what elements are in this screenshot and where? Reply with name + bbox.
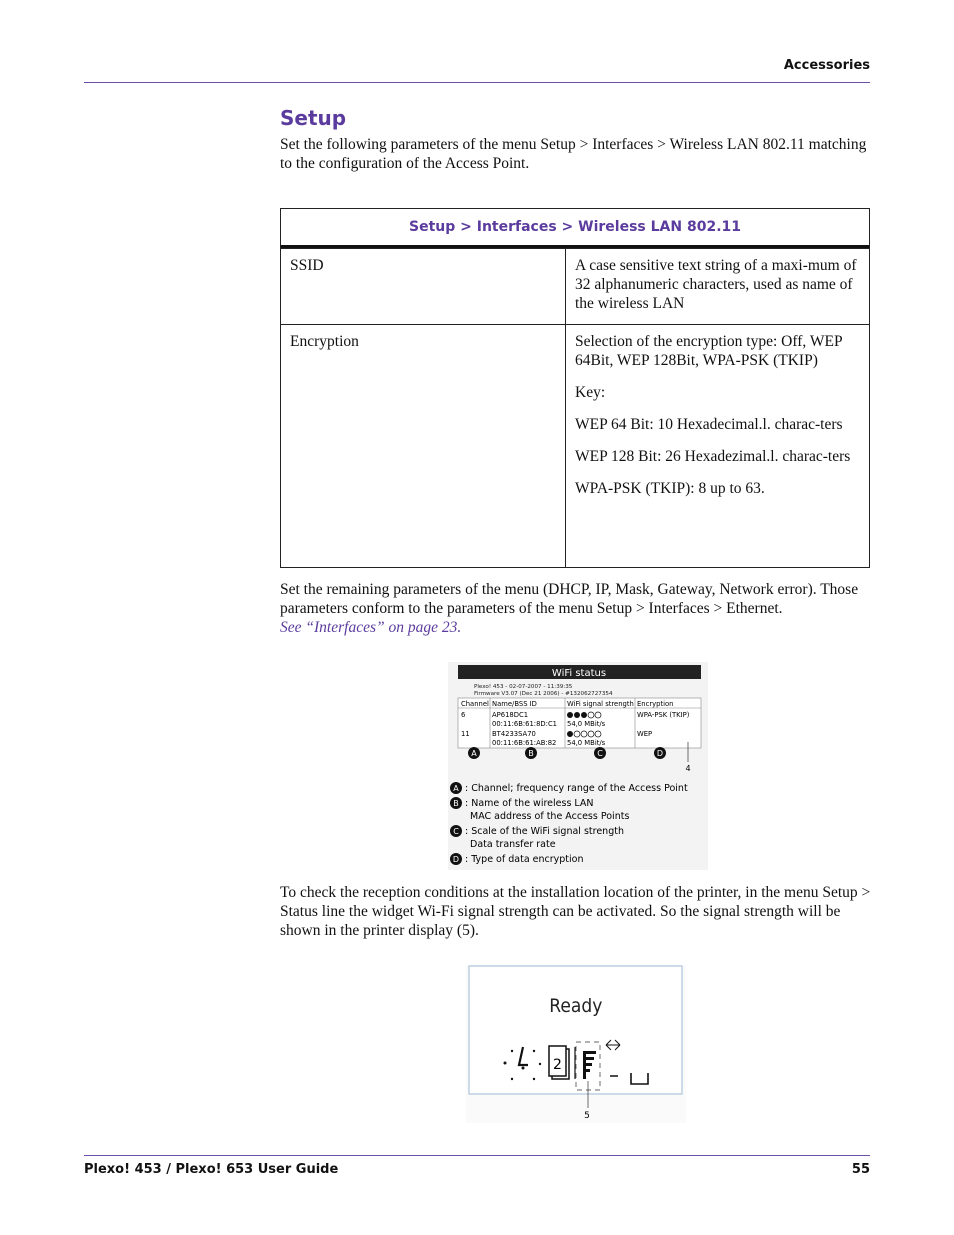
intro-paragraph: Set the following parameters of the menu Setup > Interfaces > Wireless LAN 802.11 matching to the configuration of the Access Point.: [280, 136, 867, 172]
table-row: [281, 248, 869, 324]
wifi-col-signal: WiFi signal strength: [567, 700, 634, 708]
svg-text:D: D: [452, 855, 460, 864]
interfaces-link[interactable]: See “Interfaces” on page 23.: [280, 619, 462, 636]
desc-text: WEP 64 Bit: 10 Hexadecimal.l. charac-ters: [575, 416, 843, 433]
printer-display-figure: [466, 965, 686, 1123]
wifi-status-figure: [448, 662, 708, 870]
desc-text: Key:: [575, 384, 606, 401]
svg-text:: Type of data encryption: : Type of data encryption: [465, 854, 584, 865]
page-counter-icon: [549, 1046, 569, 1079]
wifi-col-encryption: Encryption: [637, 700, 674, 708]
wifi-row1-rate: 54,0 MBit/s: [567, 720, 606, 728]
svg-text:C: C: [597, 749, 603, 758]
svg-text:A: A: [453, 784, 459, 793]
parameter-table: [280, 208, 870, 568]
remaining-params-text: Set the remaining parameters of the menu (DHCP, IP, Mask, Gateway, Network error). Those parameters conform to the parameters of the menu Setup > Interfaces > Ethernet.: [280, 581, 859, 617]
svg-text:B: B: [453, 799, 459, 808]
svg-text:: Name of the wireless LAN: : Name of the wireless LAN: [465, 798, 594, 809]
desc-cell: [566, 325, 869, 567]
wifi-row1-name: AP618DC1: [492, 711, 529, 719]
svg-text:2: 2: [553, 1057, 562, 1073]
wifi-row2-channel: 11: [461, 730, 470, 738]
svg-text:A: A: [471, 749, 477, 758]
wifi-col-name: Name/BSS ID: [492, 700, 537, 708]
svg-text:D: D: [656, 749, 664, 758]
svg-text:: Channel; frequency range of: : Channel; frequency range of the Access Point: [465, 783, 688, 794]
header-rule: [84, 82, 870, 83]
desc-cell: [566, 249, 869, 324]
desc-text: A case sensitive text string of a maxi-mum of 32 alphanumeric characters, used as name of the wireless LAN: [575, 257, 857, 312]
desc-text: Selection of the encryption type: Off, WEP 64Bit, WEP 128Bit, WPA-PSK (TKIP): [575, 333, 843, 369]
marker-a: [468, 747, 480, 759]
wifi-title: WiFi status: [551, 668, 607, 679]
wifi-row2-name: BT4233SA70: [492, 730, 536, 738]
svg-text:: Scale of the WiFi signal str: : Scale of the WiFi signal strength: [465, 826, 624, 837]
callout-5: 5: [584, 1111, 590, 1121]
svg-text:MAC address of the Access Poin: MAC address of the Access Points: [470, 811, 630, 822]
wifi-info-2: Firmware V3.07 (Dec 21 2006) - #132062727354: [474, 691, 613, 697]
marker-d: [654, 747, 666, 759]
table-heading: Setup > Interfaces > Wireless LAN 802.11: [281, 209, 869, 248]
footer-guide-title: Plexo! 453 / Plexo! 653 User Guide: [84, 1162, 339, 1177]
wifi-row1-channel: 6: [461, 711, 466, 719]
page-number: 55: [851, 1162, 870, 1177]
table-row: [281, 324, 869, 567]
param-cell: SSID: [281, 249, 566, 324]
wifi-info-1: Plexo! 453 - 02-07-2007 - 11:39:35: [474, 684, 573, 690]
callout-4: 4: [685, 764, 691, 773]
param-cell: Encryption: [281, 325, 566, 567]
reception-paragraph: To check the reception conditions at the installation location of the printer, in the menu Setup > Status line the widget Wi-Fi signal strength can be activated. So the signal strength will be shown in the printer display (5).: [280, 884, 871, 939]
wifi-row2-mac: 00:11:6B:61:AB:82: [492, 739, 557, 747]
remaining-params-paragraph: [280, 580, 872, 637]
wifi-col-channel: Channel: [461, 700, 489, 708]
display-status-text: Ready: [549, 995, 603, 1018]
marker-b: [525, 747, 537, 759]
desc-text: WEP 128 Bit: 26 Hexadezimal.l. charac-ters: [575, 448, 851, 465]
marker-c: [594, 747, 606, 759]
wifi-row2-rate: 54,0 MBit/s: [567, 739, 606, 747]
wifi-row1-mac: 00:11:6B:61:8D:C1: [492, 720, 558, 728]
footer-rule: [84, 1155, 870, 1156]
page-title: Setup: [280, 106, 347, 130]
svg-text:C: C: [453, 827, 459, 836]
legend-a: [450, 782, 688, 794]
header-section: Accessories: [783, 58, 870, 73]
wifi-row1-encryption: WPA-PSK (TKIP): [637, 711, 690, 719]
legend-d: [450, 853, 584, 865]
desc-text: WPA-PSK (TKIP): 8 up to 63.: [575, 480, 765, 497]
svg-text:Data transfer rate: Data transfer rate: [470, 839, 556, 850]
wifi-row2-encryption: WEP: [637, 730, 653, 738]
svg-text:B: B: [528, 749, 534, 758]
